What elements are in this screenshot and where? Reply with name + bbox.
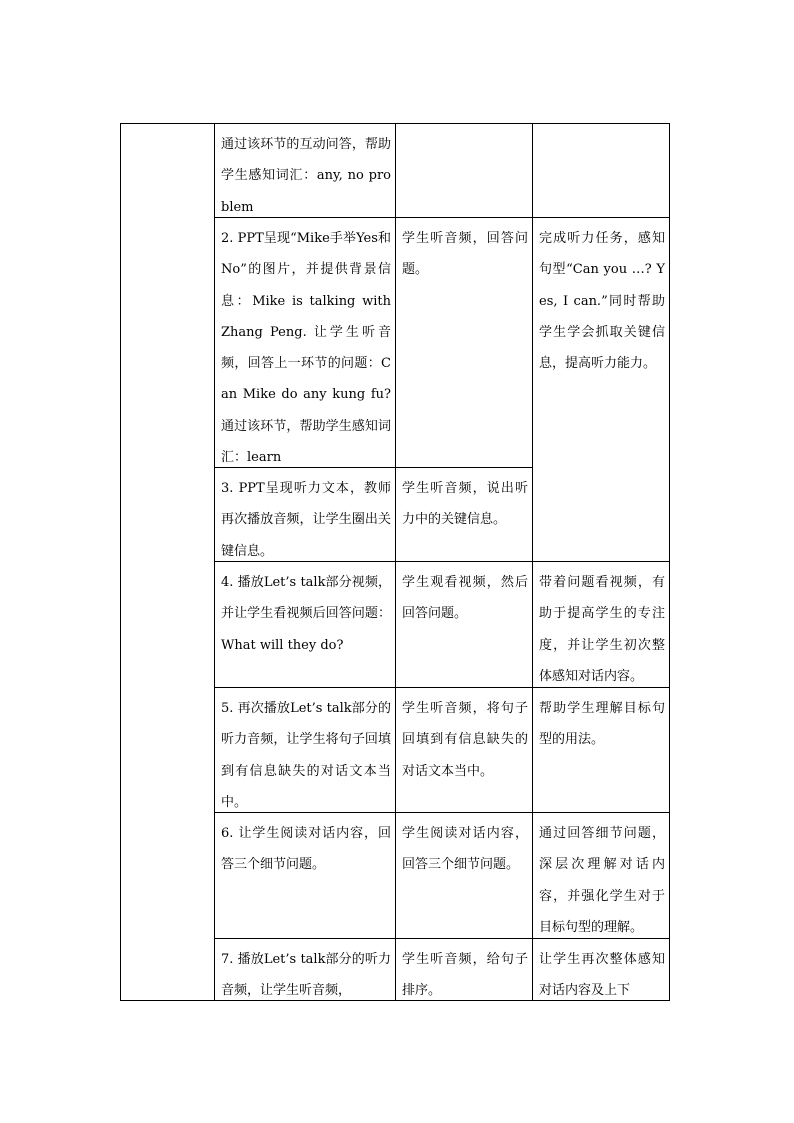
table-border-top bbox=[120, 123, 670, 124]
table-border-left bbox=[120, 123, 121, 1001]
table-border-right bbox=[669, 123, 670, 1001]
table-row bbox=[215, 218, 395, 467]
steps-cell: 2. PPT呈现“Mike手举Yes和No”的图片，并提供背景信息：Mike is talking with Zhang Peng. 让学生听音频，回答上一环节的问题：Can Mike do any kung fu? 通过该环节，帮助学生感知词汇：learn bbox=[221, 231, 391, 466]
students-cell bbox=[396, 468, 532, 561]
purpose-cell bbox=[533, 688, 669, 812]
table-row bbox=[215, 688, 395, 812]
students-cell bbox=[396, 939, 532, 1000]
purpose-text: 帮助学生理解目标句型的用法。 bbox=[539, 701, 665, 748]
steps-cell: 4. 播放Let’s talk部分视频，并让学生看视频后回答问题：What will they do? bbox=[221, 575, 391, 653]
students-text: 学生听音频，回答问题。 bbox=[402, 231, 528, 278]
purpose-text: 通过回答细节问题，深层次理解对话内容，并强化学生对于目标句型的理解。 bbox=[539, 826, 665, 935]
purpose-text: 让学生再次整体感知对话内容及上下 bbox=[539, 952, 665, 999]
steps-cell: 5. 再次播放Let’s talk部分的听力音频，让学生将句子回填到有信息缺失的对话文本当中。 bbox=[221, 701, 391, 810]
students-text: 学生阅读对话内容，回答三个细节问题。 bbox=[402, 826, 528, 873]
students-text: 学生观看视频，然后回答问题。 bbox=[402, 575, 528, 622]
purpose-cell bbox=[533, 562, 669, 687]
table-row bbox=[215, 813, 395, 938]
steps-cell: 通过该环节的互动问答，帮助学生感知词汇：any, no problem bbox=[221, 137, 391, 215]
purpose-cell bbox=[533, 813, 669, 938]
steps-cell: 6. 让学生阅读对话内容，回答三个细节问题。 bbox=[221, 826, 391, 873]
students-text: 学生听音频，说出听力中的关键信息。 bbox=[402, 481, 528, 528]
students-cell bbox=[396, 562, 532, 687]
students-cell bbox=[396, 813, 532, 938]
purpose-cell bbox=[533, 218, 669, 561]
steps-cell: 7. 播放Let’s talk部分的听力音频，让学生听音频， bbox=[221, 952, 391, 999]
students-text: 学生听音频，给句子排序。 bbox=[402, 952, 528, 999]
table-border-bottom bbox=[120, 1000, 670, 1001]
students-cell bbox=[396, 218, 532, 467]
students-cell bbox=[396, 688, 532, 812]
steps-cell: 3. PPT呈现听力文本，教师再次播放音频，让学生圈出关键信息。 bbox=[221, 481, 391, 559]
purpose-cell bbox=[533, 939, 669, 1000]
table-row bbox=[215, 124, 395, 217]
purpose-text: 完成听力任务，感知句型“Can you …? Yes, I can.”同时帮助学生学会抓取关键信息，提高听力能力。 bbox=[539, 231, 665, 372]
table-row bbox=[215, 939, 395, 1000]
students-text: 学生听音频，将句子回填到有信息缺失的对话文本当中。 bbox=[402, 701, 528, 779]
table-row bbox=[215, 468, 395, 561]
table-row bbox=[215, 562, 395, 687]
purpose-text: 带着问题看视频，有助于提高学生的专注度，并让学生初次整体感知对话内容。 bbox=[539, 575, 665, 684]
